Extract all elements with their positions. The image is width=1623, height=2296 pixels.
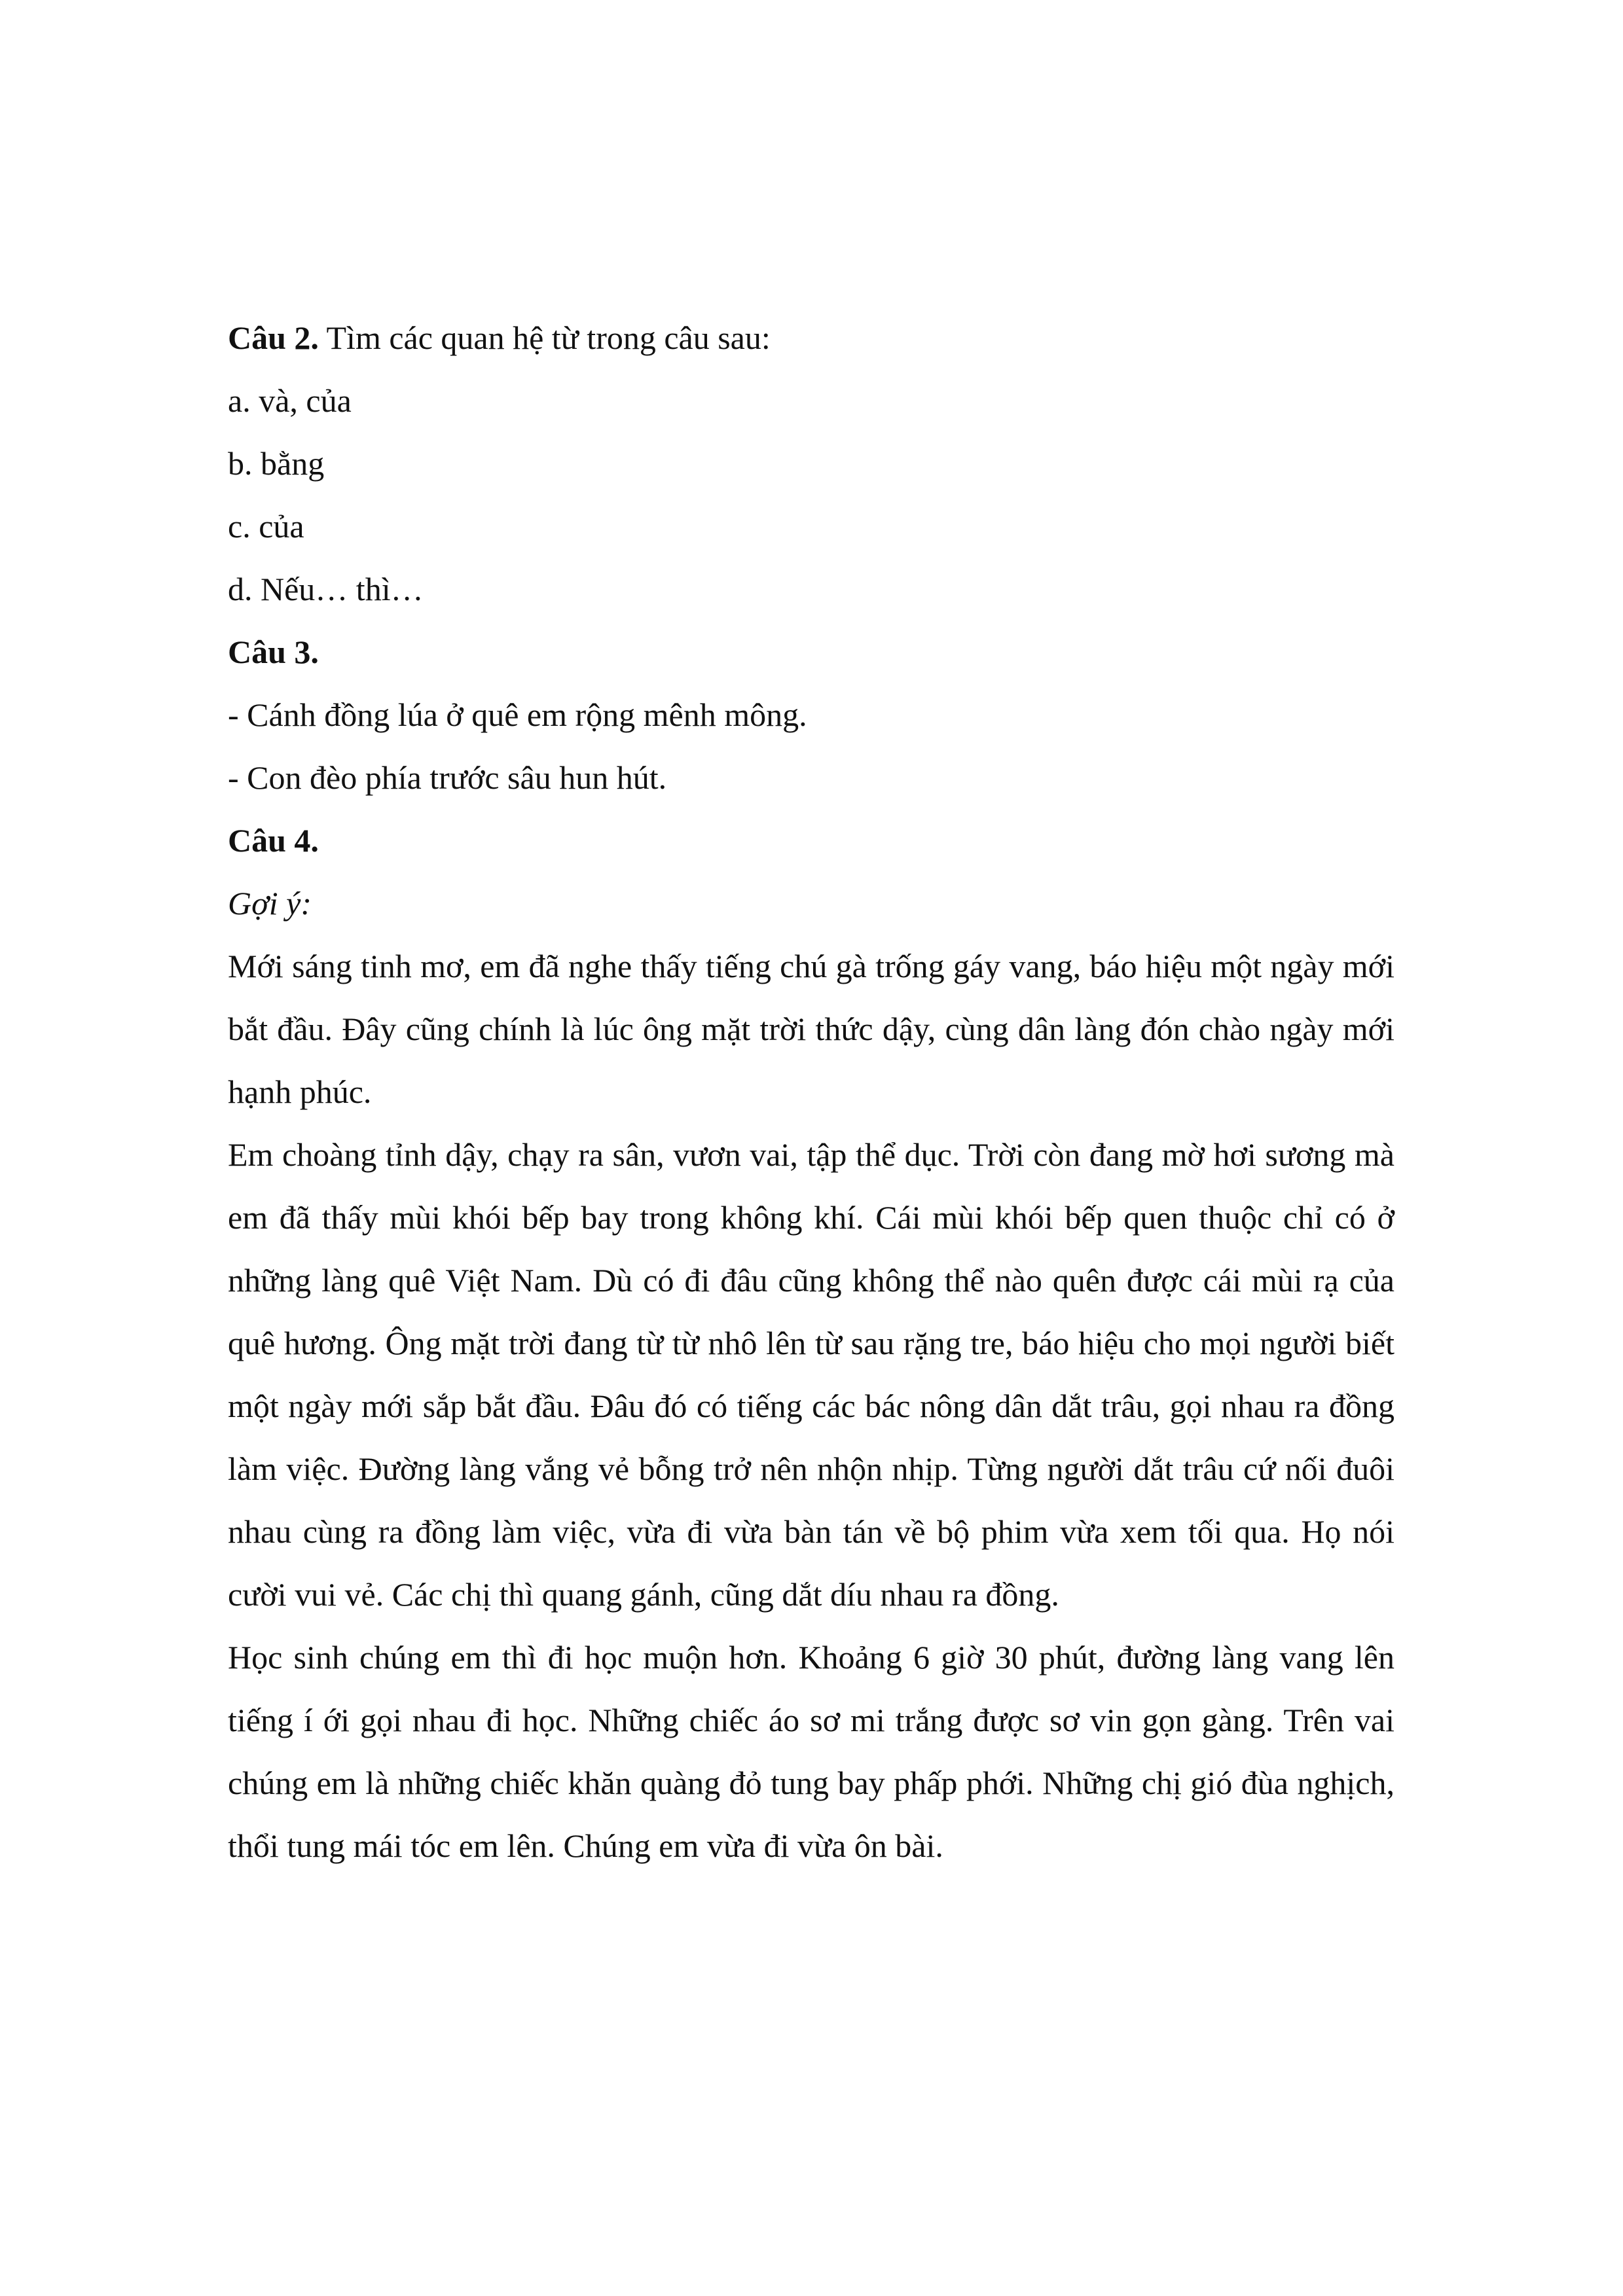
question-2-prompt: Tìm các quan hệ từ trong câu sau: bbox=[318, 319, 771, 356]
question-2-answer-d: d. Nếu… thì… bbox=[228, 571, 424, 607]
question-4-hint: Gợi ý: bbox=[228, 885, 312, 922]
question-2-answer-c: c. của bbox=[228, 508, 304, 545]
question-4-label: Câu 4. bbox=[228, 822, 319, 859]
question-2-answer-a: a. và, của bbox=[228, 382, 352, 419]
question-2-answer-b: b. bằng bbox=[228, 445, 325, 482]
question-3-answer-1: - Cánh đồng lúa ở quê em rộng mênh mông. bbox=[228, 696, 807, 733]
question-2-heading bbox=[228, 306, 1395, 369]
essay-paragraph-2: Em choàng tỉnh dậy, chạy ra sân, vươn vai, tập thể dục. Trời còn đang mờ hơi sương mà em đã thấy mùi khói bếp bay trong không khí. Cái mùi khói bếp quen thuộc chỉ có ở những làng quê Việt Nam. Dù có đi đâu cũng không thể nào quên được cái mùi rạ của quê hương. Ông mặt trời đang từ từ nhô lên từ sau rặng tre, báo hiệu cho mọi người biết một ngày mới sắp bắt đầu. Đâu đó có tiếng các bác nông dân dắt trâu, gọi nhau ra đồng làm việc. Đường làng vắng vẻ bỗng trở nên nhộn nhịp. Từng người dắt trâu cứ nối đuôi nhau cùng ra đồng làm việc, vừa đi vừa bàn tán về bộ phim vừa xem tối qua. Họ nói cười vui vẻ. Các chị thì quang gánh, cũng dắt díu nhau ra đồng. bbox=[228, 1136, 1395, 1613]
document-page bbox=[228, 306, 1395, 1877]
question-3-answer-2: - Con đèo phía trước sâu hun hút. bbox=[228, 759, 667, 796]
question-2-label: Câu 2. bbox=[228, 319, 319, 356]
essay-paragraph-3: Học sinh chúng em thì đi học muộn hơn. Khoảng 6 giờ 30 phút, đường làng vang lên tiếng í ới gọi nhau đi học. Những chiếc áo sơ mi trắng được sơ vin gọn gàng. Trên vai chúng em là những chiếc khăn quàng đỏ tung bay phấp phới. Những chị gió đùa nghịch, thổi tung mái tóc em lên. Chúng em vừa đi vừa ôn bài. bbox=[228, 1639, 1395, 1864]
question-3-label: Câu 3. bbox=[228, 634, 319, 670]
essay-paragraph-1: Mới sáng tinh mơ, em đã nghe thấy tiếng chú gà trống gáy vang, báo hiệu một ngày mới bắt đầu. Đây cũng chính là lúc ông mặt trời thức dậy, cùng dân làng đón chào ngày mới hạnh phúc. bbox=[228, 948, 1395, 1110]
